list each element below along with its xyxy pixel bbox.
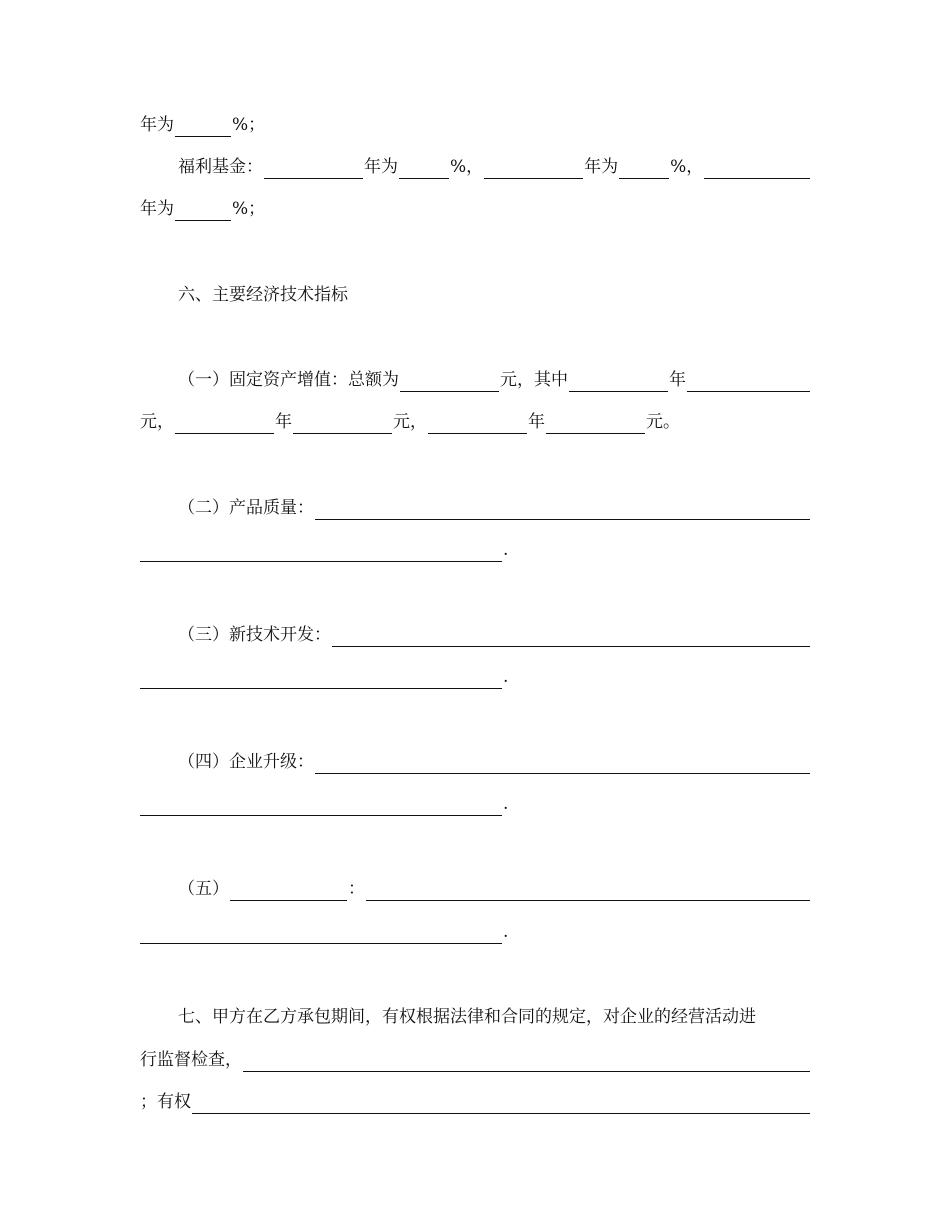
item-1-label: （一）固定资产增值：总额为 (178, 370, 399, 390)
welfare-line-3: 年为 %； (140, 199, 266, 219)
blank (399, 157, 449, 179)
section-7-line-1: 七、甲方在乙方承包期间，有权根据法律和合同的规定，对企业的经营活动进 (178, 1007, 756, 1027)
blank (569, 370, 668, 392)
blank (428, 412, 527, 434)
welfare-line-2: 福利基金： 年为 %， 年为 %， (140, 152, 811, 182)
blank (687, 370, 810, 392)
blank (332, 625, 810, 647)
item-5-line-1: （五） ： (140, 874, 811, 904)
item-4-label: （四）企业升级： (178, 752, 314, 772)
blank (175, 199, 231, 221)
blank (315, 498, 810, 520)
item-1-line-1: （一）固定资产增值：总额为 元，其中 年 (140, 365, 811, 395)
blank (230, 879, 347, 901)
blank (546, 412, 645, 434)
item-5-label: （五） (178, 879, 229, 899)
item-3-line-1 (140, 620, 811, 650)
blank (704, 157, 810, 179)
blank (140, 540, 502, 562)
blank (264, 157, 363, 179)
blank (400, 370, 499, 392)
welfare-line-1: 年为 %； (140, 115, 266, 135)
blank (619, 157, 669, 179)
item-2-line-2: . (140, 535, 811, 565)
blank (192, 1092, 810, 1114)
blank (175, 115, 231, 137)
item-4-line-1 (140, 747, 811, 777)
section-7-line-3: ；有权 (140, 1087, 811, 1117)
blank (140, 794, 502, 816)
section-7-line-2: 行监督检查， (140, 1045, 811, 1075)
blank (484, 157, 583, 179)
item-2-line-1 (140, 493, 811, 523)
blank (175, 412, 274, 434)
item-1-line-2: 元， 年 元， 年 元。 (140, 412, 680, 432)
section-6-heading: 六、主要经济技术指标 (178, 285, 348, 305)
blank (315, 752, 810, 774)
item-3-label: （三）新技术开发： (178, 625, 331, 645)
blank (366, 879, 810, 901)
blank (243, 1050, 810, 1072)
blank (140, 667, 502, 689)
item-3-line-2: . (140, 662, 811, 692)
item-2-label: （二）产品质量： (178, 498, 314, 518)
welfare-label: 福利基金： (178, 157, 263, 177)
item-4-line-2: . (140, 789, 811, 819)
item-5-line-2: . (140, 917, 811, 947)
blank (140, 922, 502, 944)
blank (293, 412, 392, 434)
